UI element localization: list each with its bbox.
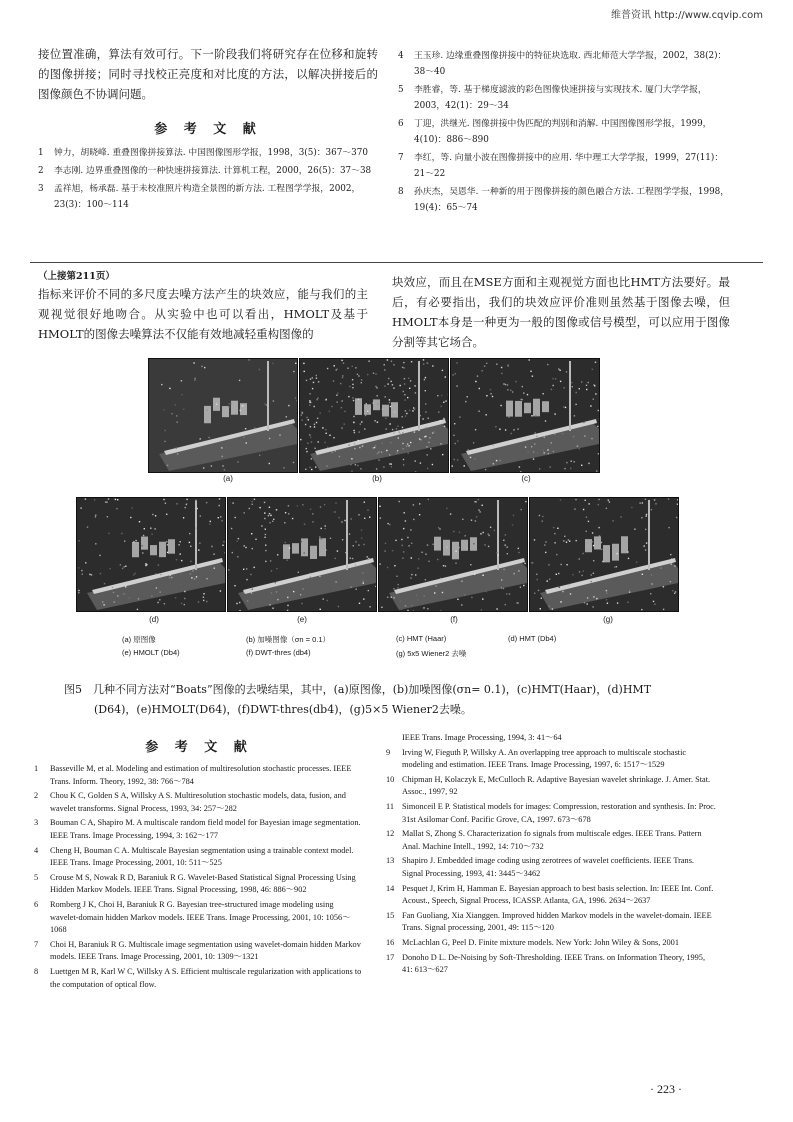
watermark: 维普资讯 http://www.cqvip.com xyxy=(610,10,763,21)
reference-item xyxy=(386,855,716,880)
reference-text: McLachlan G, Peel D. Finite mixture models. New York: John Wiley & Sons, 2001 xyxy=(402,937,679,947)
reference-text: Pesquet J, Krim H, Hamman E. Bayesian approach to best basis selection. In: IEEE Int. Conf. Acoust., Speech, Signal Process, ICASSP. Atlanta, GA, 1996. 2634～2637 xyxy=(402,883,714,906)
reference-number: 14 xyxy=(386,883,395,893)
reference-number: 10 xyxy=(386,774,395,784)
reference-item xyxy=(34,763,364,788)
reference-item xyxy=(398,116,732,148)
references-heading-bottom: 参 考 文 献 xyxy=(145,740,253,755)
reference-number: 9 xyxy=(386,747,391,757)
reference-number: 16 xyxy=(386,937,395,947)
reference-text: Chipman H, Kolaczyk E, McCulloch R. Adaptive Bayesian wavelet shrinkage. J. Amer. Stat. Assoc., 1997, 92 xyxy=(402,774,711,797)
reference-item xyxy=(386,774,716,799)
reference-text: 李胜睿，等. 基于梯度滤波的彩色图像快速拼接与实现技术. 厦门大学学报，2003，42(1)：29～34 xyxy=(414,85,707,111)
panel-label: (c) xyxy=(521,474,531,483)
reference-item xyxy=(398,150,732,182)
panel-label: (g) xyxy=(603,615,613,624)
reference-item xyxy=(34,966,364,991)
reference-item xyxy=(386,910,716,935)
reference-number: 7 xyxy=(398,153,404,163)
page-number: · 223 · xyxy=(650,1082,682,1096)
legend-item-g: (g) 5x5 Wiener2 去噪 xyxy=(396,649,467,658)
reference-item xyxy=(386,732,716,745)
middle-right-paragraph: 块效应，而且在MSE方面和主观视觉方面也比HMT方法要好。最后，有必要指出，我们的块效应评价准则虽然基于图像去噪，但HMOLT本身是一种更为一般的图像或信号模型，可以应用于图像分割等其它场合。 xyxy=(392,275,730,349)
reference-text: IEEE Trans. Image Processing, 1994, 3: 41～64 xyxy=(402,733,562,742)
reference-text: Donoho D L. De-Noising by Soft-Thresholding. IEEE Trans. on Information Theory, 1995, 41: 613～627 xyxy=(402,952,706,975)
reference-text: Shapiro J. Embedded image coding using zerotrees of wavelet coefficients. IEEE Trans. Signal Processing, 1993, 41: 3445～3462 xyxy=(402,856,695,878)
figure-caption xyxy=(64,680,754,720)
figure-caption-line: 图5 几种不同方法对“Boats”图像的去噪结果，其中，(a)原图像，(b)加噪图像(σn= 0.1)，(c)HMT(Haar)，(d)HMT xyxy=(64,683,652,696)
continued-note: （上接第211页） xyxy=(38,271,115,282)
figure-panel-image xyxy=(299,358,449,473)
legend-item-c: (c) HMT (Haar) xyxy=(396,634,447,643)
reference-item xyxy=(34,845,364,870)
reference-item xyxy=(386,952,716,977)
reference-item xyxy=(34,790,364,815)
panel-label: (b) xyxy=(372,474,382,483)
figure-panel-image xyxy=(529,497,679,612)
reference-text: 孟祥旭，杨承磊. 基于未校准照片构造全景图的新方法. 工程图学学报，2002，23(3)：100～114 xyxy=(54,184,361,210)
reference-number: 17 xyxy=(386,952,395,962)
reference-item xyxy=(386,937,716,950)
reference-item xyxy=(398,48,732,80)
middle-left-paragraph: 指标来评价不同的多尺度去噪方法产生的块效应，能与我们的主观视觉很好地吻合。从实验中也可以看出，HMOLT及基于HMOLT的图像去噪算法不仅能有效地减轻重构图像的 xyxy=(38,287,368,341)
reference-item xyxy=(34,817,364,842)
reference-text: 钟力，胡晓峰. 重叠图像拼接算法. 中国图像图形学报，1998，3(5)：367～370 xyxy=(54,148,368,158)
reference-number: 5 xyxy=(34,872,39,882)
panel-label: (d) xyxy=(149,615,159,624)
reference-text: Simonceil E P. Statistical models for images: Compression, restoration and synthesis. In: Proc. 31st Asilomar Conf. Pacific Grove, CA, 1997. 673～678 xyxy=(402,801,716,824)
panel-label: (e) xyxy=(297,615,307,624)
reference-text: 丁迎，洪继光. 图像拼接中伪匹配的判别和消解. 中国图像图形学报，1999，4(10)：886～890 xyxy=(414,119,712,145)
references-list-top-left xyxy=(38,145,378,213)
reference-item xyxy=(386,883,716,908)
reference-text: Luettgen M R, Karl W C, Willsky A S. Efficient multiscale regularization with applications to the computation of optical flow. xyxy=(50,966,362,989)
references-list-bottom-right xyxy=(386,732,716,979)
reference-text: 李志刚. 边界重叠图像的一种快速拼接算法. 计算机工程，2000，26(5)：37～38 xyxy=(54,166,372,176)
reference-number: 3 xyxy=(38,184,44,194)
reference-number: 1 xyxy=(38,148,44,158)
reference-number: 8 xyxy=(398,187,404,197)
figure-caption-line: (D64)，(e)HMOLT(D64)，(f)DWT-thres(db4)，(g)5×5 Wiener2去噪。 xyxy=(94,703,472,716)
middle-left-column xyxy=(38,270,368,344)
reference-number: 5 xyxy=(398,85,404,95)
reference-item xyxy=(386,828,716,853)
reference-text: Fan Guoliang, Xia Xianggen. Improved hidden Markov models in the wavelet-domain. IEEE Trans. Signal processing, 2001, 49: 115～120 xyxy=(402,910,712,933)
reference-item xyxy=(38,163,378,179)
reference-number: 7 xyxy=(34,939,39,949)
reference-number: 6 xyxy=(398,119,404,129)
reference-number: 1 xyxy=(34,764,39,773)
reference-number: 11 xyxy=(386,801,394,811)
reference-item xyxy=(398,82,732,114)
legend-item-d: (d) HMT (Db4) xyxy=(508,634,557,643)
reference-number: 3 xyxy=(34,818,39,828)
figure-panel-image xyxy=(450,358,600,473)
reference-item xyxy=(386,747,716,772)
reference-item xyxy=(386,801,716,826)
reference-text: Romberg J K, Choi H, Baraniuk R G. Bayesian tree-structured image modeling using wavelet-domain hidden Markov models. IEEE Trans. Image Processing, 2001, 10: 1056～1068 xyxy=(50,899,351,935)
reference-text: Mallat S, Zhong S. Characterization fo signals from multiscale edges. IEEE Trans. Pattern Anal. Machine Intell., 1992, 14: 710～732 xyxy=(402,829,702,851)
reference-item xyxy=(398,184,732,216)
reference-number: 13 xyxy=(386,856,395,866)
reference-number: 2 xyxy=(34,791,39,801)
reference-number: 15 xyxy=(386,910,395,920)
reference-text: 李红，等. 向量小波在图像拼接中的应用. 华中理工大学学报，1999，27(11)：21～22 xyxy=(414,153,724,179)
reference-number: 8 xyxy=(34,966,39,976)
reference-text: Choi H, Baraniuk R G. Multiscale image segmentation using wavelet-domain hidden Markov models. IEEE Trans. Image Processing, 2001, 10: 1309～1321 xyxy=(50,939,361,962)
reference-text: Irving W, Fieguth P, Willsky A. An overlapping tree approach to multiscale stochastic modeling and estimation. IEEE Trans. Image Processing, 1997, 6: 1517～1529 xyxy=(402,747,687,770)
reference-text: 王玉珍. 边缘重叠图像拼接中的特征块选取. 西北师范大学学报，2002，38(2)：38～40 xyxy=(414,51,727,77)
reference-text: 孙庆杰，吴恩华. 一种新的用于图像拼接的颜色融合方法. 工程图学学报，1998，19(4)：65～74 xyxy=(414,187,730,213)
figure-panel-image xyxy=(76,497,226,612)
reference-text: Chou K C, Golden S A, Willsky A S. Multiresolution stochastic models, data, fusion, and wavelet transforms. Signal Process, 1993, 34: 257～282 xyxy=(50,791,346,813)
reference-text: Basseville M, et al. Modeling and estimation of multiresolution stochastic processes. IEEE Trans. Inform. Theory, 1992, 38: 766～784 xyxy=(50,764,352,786)
reference-number: 12 xyxy=(386,829,395,839)
references-list-bottom-left xyxy=(34,763,364,991)
reference-item xyxy=(34,899,364,937)
panel-label: (f) xyxy=(450,615,458,624)
reference-item xyxy=(34,872,364,897)
figure-panel-image xyxy=(378,497,528,612)
reference-item xyxy=(38,145,378,161)
legend-item-b: (b) 加噪图像（σn = 0.1） xyxy=(246,635,331,644)
reference-number: 6 xyxy=(34,899,39,909)
reference-text: Cheng H, Bouman C A. Multiscale Bayesian segmentation using a trainable context model. IEEE Trans. Image Processing, 2001, 10: 511～525 xyxy=(50,845,354,868)
reference-number: 4 xyxy=(34,845,39,855)
section-divider xyxy=(30,262,763,263)
conclusion-paragraph: 接位置准确，算法有效可行。下一阶段我们将研究存在位移和旋转的图像拼接；同时寻找校正亮度和对比度的方法，以解决拼接后的图像颜色不协调问题。 xyxy=(38,47,378,101)
reference-number: 2 xyxy=(38,166,44,176)
legend-item-e: (e) HMOLT (Db4) xyxy=(122,648,180,657)
reference-number: 4 xyxy=(398,51,404,61)
references-heading-top: 参 考 文 献 xyxy=(154,122,262,137)
reference-item xyxy=(34,939,364,964)
figure-panel-image xyxy=(227,497,377,612)
figure-panel-image xyxy=(148,358,298,473)
top-left-column xyxy=(38,44,378,215)
legend-item-a: (a) 原图像 xyxy=(122,635,156,644)
reference-text: Crouse M S, Nowak R D, Baraniuk R G. Wavelet-Based Statistical Signal Processing Using Hidden Markov Models. IEEE Trans. Signal Processing, 1998, 46: 886～902 xyxy=(50,872,356,895)
bottom-left-column xyxy=(34,736,364,993)
panel-label: (a) xyxy=(223,474,233,483)
legend-item-f: (f) DWT-thres (db4) xyxy=(246,648,311,657)
reference-item xyxy=(38,181,378,213)
reference-text: Bouman C A, Shapiro M. A multiscale random field model for Bayesian image segmentation. IEEE Trans. Image Processing, 1994, 3: 162～177 xyxy=(50,818,361,840)
references-list-top-right xyxy=(398,48,732,218)
